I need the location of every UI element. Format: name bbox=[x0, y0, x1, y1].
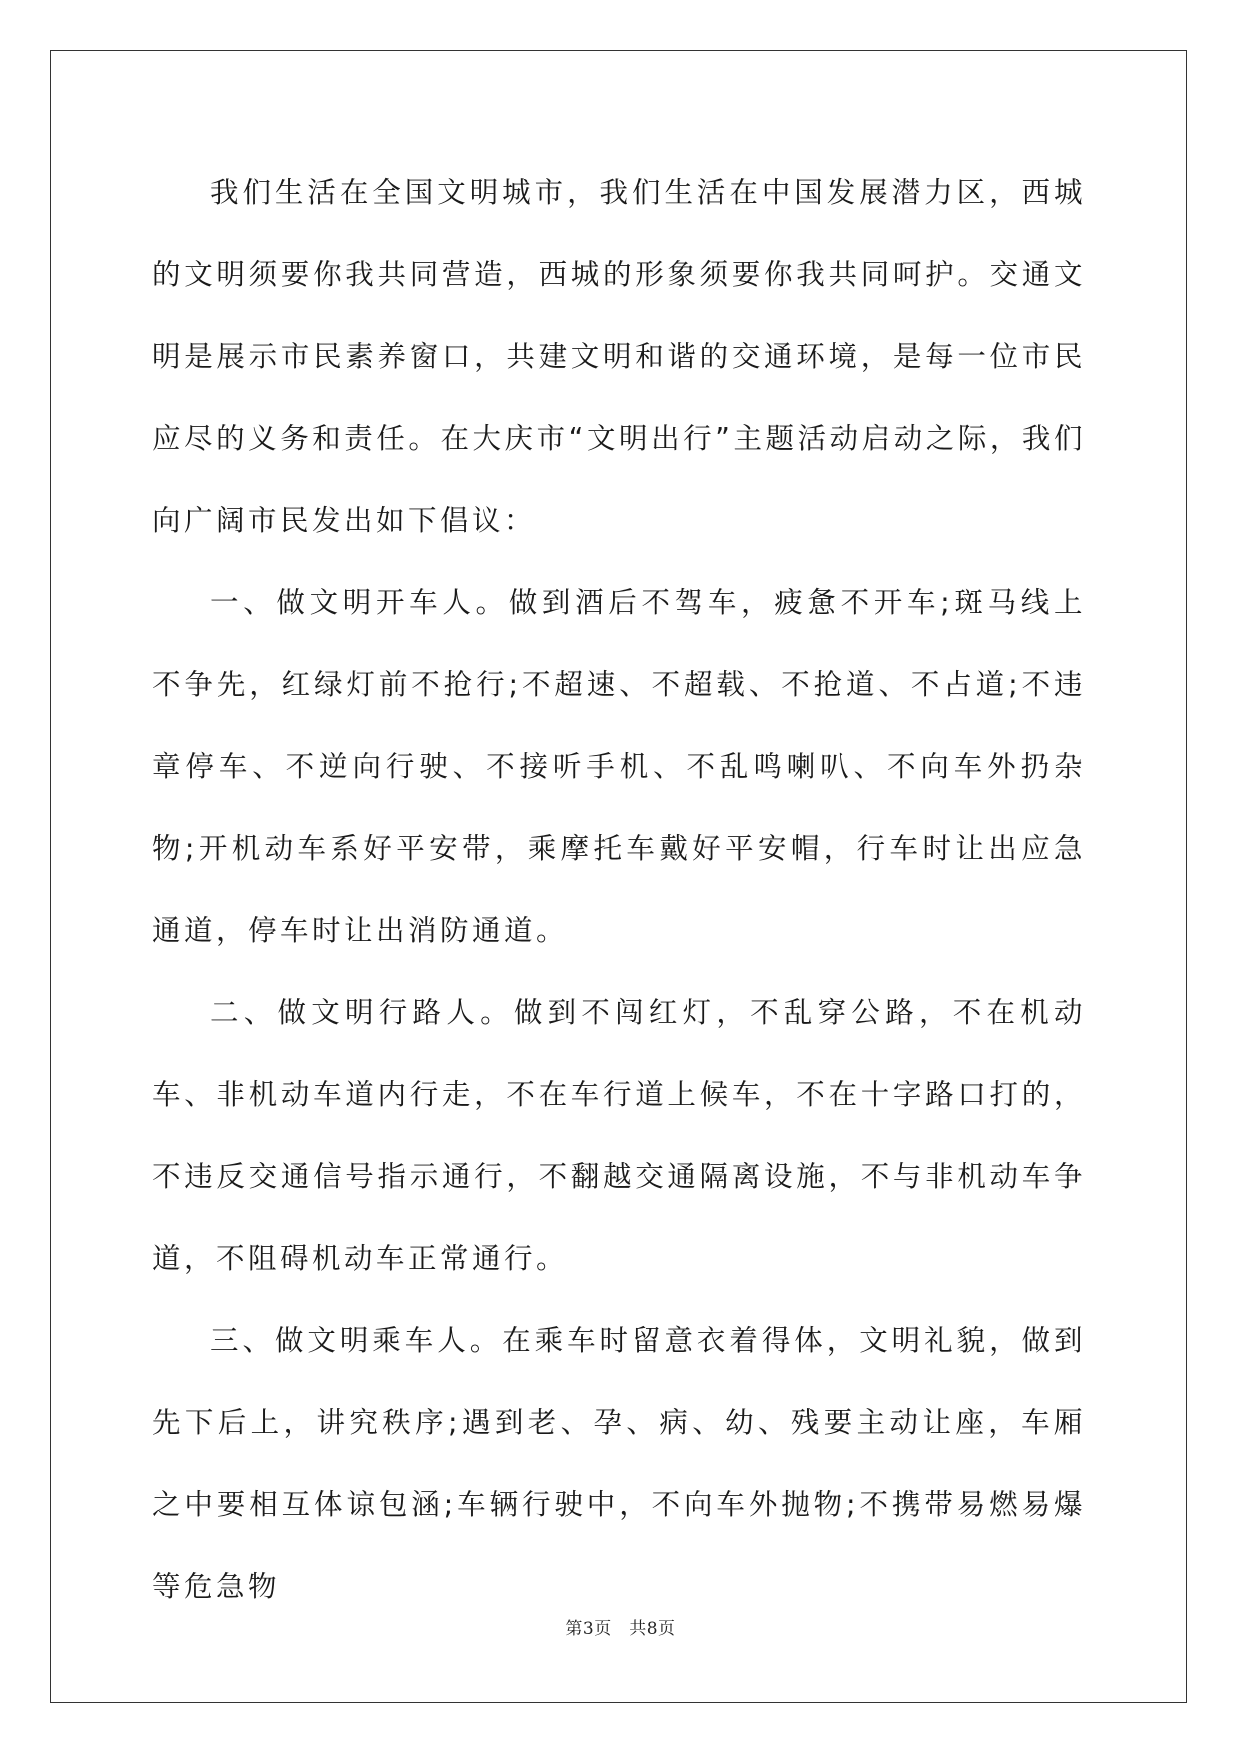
document-body bbox=[152, 152, 1086, 1628]
paragraph-civilized-passenger: 三、做文明乘车人。在乘车时留意衣着得体，文明礼貌，做到先下后上，讲究秩序;遇到老、孕、病、幼、残要主动让座，车厢之中要相互体谅包涵;车辆行驶中，不向车外抛物;不携带易燃易爆等危急物 bbox=[152, 1324, 1086, 1603]
paragraph-civilized-driver: 一、做文明开车人。做到酒后不驾车，疲惫不开车;斑马线上不争先，红绿灯前不抢行;不超速、不超载、不抢道、不占道;不违章停车、不逆向行驶、不接听手机、不乱鸣喇叭、不向车外扔杂物;开机动车系好平安带，乘摩托车戴好平安帽，行车时让出应急通道，停车时让出消防通道。 bbox=[152, 586, 1086, 947]
paragraph-intro: 我们生活在全国文明城市，我们生活在中国发展潜力区，西城的文明须要你我共同营造，西城的形象须要你我共同呵护。交通文明是展示市民素养窗口，共建文明和谐的交通环境，是每一位市民应尽的义务和责任。在大庆市“文明出行”主题活动启动之际，我们向广阔市民发出如下倡议： bbox=[152, 176, 1086, 537]
page-number-footer: 第3页 共8页 bbox=[565, 1619, 676, 1639]
paragraph-civilized-pedestrian: 二、做文明行路人。做到不闯红灯，不乱穿公路，不在机动车、非机动车道内行走，不在车行道上候车，不在十字路口打的，不违反交通信号指示通行，不翻越交通隔离设施，不与非机动车争道，不阻碍机动车正常通行。 bbox=[152, 996, 1086, 1275]
